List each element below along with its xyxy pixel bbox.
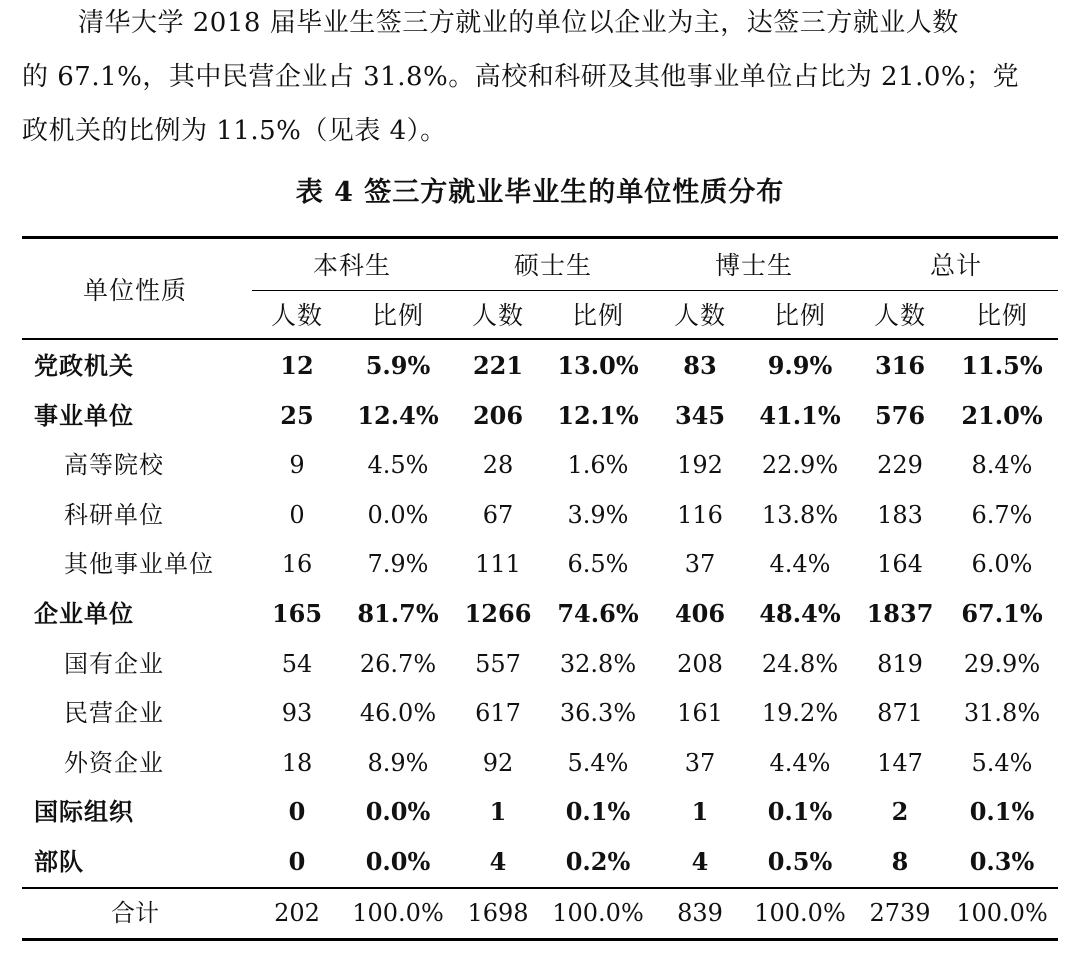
table-cell: 0.2% [565, 847, 631, 876]
table-cell: 37 [684, 550, 716, 578]
table-cell: 4 [691, 847, 709, 876]
table-cell: 0.0% [367, 501, 429, 529]
table-cell: 3.9% [567, 501, 629, 529]
column-header: 人数 [270, 301, 323, 330]
table-cell: 22.9% [761, 451, 839, 479]
table-cell: 46.0% [359, 699, 437, 727]
table-cell: 12.4% [357, 401, 439, 430]
row-label: 民营企业 [64, 699, 164, 727]
table-cell: 36.3% [559, 699, 637, 727]
paragraph-line-1: 清华大学 2018 届毕业生签三方就业的单位以企业为主，达签三方就业人数 [78, 8, 959, 38]
table-cell: 576 [874, 401, 926, 430]
column-header: 人数 [471, 301, 524, 330]
table-cell: 0.3% [969, 847, 1035, 876]
table-cell: 617 [475, 699, 521, 727]
table-cell: 67 [482, 501, 514, 529]
table-cell: 48.4% [759, 599, 841, 628]
column-header: 比例 [571, 301, 624, 330]
table-cell: 4 [489, 847, 507, 876]
row-label: 高等院校 [64, 451, 164, 479]
column-header: 人数 [673, 301, 726, 330]
table-cell: 0.0% [365, 847, 431, 876]
table-cell: 229 [877, 451, 923, 479]
table-cell: 29.9% [963, 650, 1041, 678]
row-label: 外资企业 [64, 749, 164, 777]
total-cell: 100.0% [754, 899, 846, 927]
paragraph-line-3: 政机关的比例为 11.5%（见表 4）。 [22, 116, 447, 146]
row-label: 事业单位 [34, 401, 134, 430]
table-cell: 161 [677, 699, 723, 727]
column-header: 比例 [773, 301, 826, 330]
table-cell: 67.1% [961, 599, 1043, 628]
table-cell: 819 [877, 650, 923, 678]
total-cell: 100.0% [956, 899, 1048, 927]
group-header: 本科生 [312, 251, 391, 280]
table-cell: 1 [691, 797, 709, 826]
group-header: 总计 [929, 251, 982, 280]
table-bottom-rule [22, 938, 1058, 941]
column-header: 比例 [371, 301, 424, 330]
table-top-rule [22, 236, 1058, 239]
row-label: 党政机关 [34, 351, 134, 380]
table-cell: 5.9% [365, 351, 431, 380]
table-cell: 13.8% [761, 501, 839, 529]
total-cell: 1698 [467, 899, 529, 927]
table-cell: 19.2% [761, 699, 839, 727]
total-cell: 839 [677, 899, 723, 927]
table-cell: 147 [877, 749, 923, 777]
paragraph-line-2: 的 67.1%，其中民营企业占 31.8%。高校和科研及其他事业单位占比为 21.0%；党 [22, 62, 1020, 92]
table-cell: 18 [281, 749, 313, 777]
table-cell: 5.4% [567, 749, 629, 777]
table-cell: 165 [271, 599, 323, 628]
row-label: 部队 [34, 847, 84, 876]
table-cell: 37 [684, 749, 716, 777]
table-cell: 871 [877, 699, 923, 727]
table-cell: 116 [677, 501, 723, 529]
table-cell: 0 [288, 847, 306, 876]
table-cell: 25 [280, 401, 314, 430]
group-header-rule [252, 290, 1058, 291]
total-cell: 100.0% [352, 899, 444, 927]
table-cell: 0.0% [365, 797, 431, 826]
header-bottom-rule [22, 338, 1058, 340]
table-cell: 4.5% [367, 451, 429, 479]
table-cell: 208 [677, 650, 723, 678]
table-cell: 0 [289, 501, 305, 529]
table-caption: 表 4 签三方就业毕业生的单位性质分布 [295, 177, 785, 208]
total-row-label: 合计 [111, 899, 159, 927]
table-cell: 6.5% [567, 550, 629, 578]
table-cell: 41.1% [759, 401, 841, 430]
table-cell: 31.8% [963, 699, 1041, 727]
table-cell: 8.4% [971, 451, 1033, 479]
row-label: 企业单位 [34, 599, 134, 628]
table-cell: 13.0% [557, 351, 639, 380]
row-label: 其他事业单位 [64, 550, 214, 578]
table-cell: 8 [891, 847, 909, 876]
table-cell: 11.5% [961, 351, 1043, 380]
table-cell: 4.4% [769, 749, 831, 777]
table-cell: 316 [874, 351, 926, 380]
table-cell: 2 [891, 797, 909, 826]
row-header-label: 单位性质 [82, 276, 187, 305]
table-cell: 28 [482, 451, 514, 479]
table-cell: 54 [281, 650, 313, 678]
table-cell: 93 [281, 699, 313, 727]
table-cell: 6.7% [971, 501, 1033, 529]
table-cell: 12.1% [557, 401, 639, 430]
table-cell: 164 [877, 550, 923, 578]
table-cell: 192 [677, 451, 723, 479]
table-cell: 7.9% [367, 550, 429, 578]
table-cell: 26.7% [359, 650, 437, 678]
table-cell: 16 [281, 550, 313, 578]
group-header: 博士生 [714, 251, 793, 280]
row-label: 国际组织 [34, 797, 134, 826]
row-label: 国有企业 [64, 650, 164, 678]
table-cell: 32.8% [559, 650, 637, 678]
table-cell: 74.6% [557, 599, 639, 628]
table-cell: 6.0% [971, 550, 1033, 578]
table-cell: 21.0% [961, 401, 1043, 430]
table-cell: 111 [475, 550, 521, 578]
total-cell: 100.0% [552, 899, 644, 927]
total-cell: 2739 [869, 899, 931, 927]
table-cell: 206 [472, 401, 524, 430]
table-cell: 1.6% [567, 451, 629, 479]
table-cell: 0.1% [565, 797, 631, 826]
table-cell: 1266 [464, 599, 532, 628]
table-cell: 81.7% [357, 599, 439, 628]
table-cell: 0.1% [767, 797, 833, 826]
column-header: 人数 [873, 301, 926, 330]
total-cell: 202 [274, 899, 320, 927]
table-cell: 221 [472, 351, 524, 380]
table-cell: 183 [877, 501, 923, 529]
table-cell: 4.4% [769, 550, 831, 578]
table-cell: 1 [489, 797, 507, 826]
column-header: 比例 [975, 301, 1028, 330]
table-cell: 24.8% [761, 650, 839, 678]
table-cell: 83 [683, 351, 717, 380]
group-header: 硕士生 [513, 251, 592, 280]
total-top-rule [22, 887, 1058, 889]
table-cell: 1837 [866, 599, 934, 628]
table-cell: 0.5% [767, 847, 833, 876]
table-cell: 9.9% [767, 351, 833, 380]
table-cell: 5.4% [971, 749, 1033, 777]
table-cell: 557 [475, 650, 521, 678]
table-cell: 12 [280, 351, 314, 380]
table-cell: 92 [482, 749, 514, 777]
table-cell: 9 [289, 451, 305, 479]
table-cell: 0 [288, 797, 306, 826]
table-cell: 0.1% [969, 797, 1035, 826]
table-cell: 345 [674, 401, 726, 430]
row-label: 科研单位 [64, 501, 164, 529]
table-cell: 406 [674, 599, 726, 628]
table-cell: 8.9% [367, 749, 429, 777]
